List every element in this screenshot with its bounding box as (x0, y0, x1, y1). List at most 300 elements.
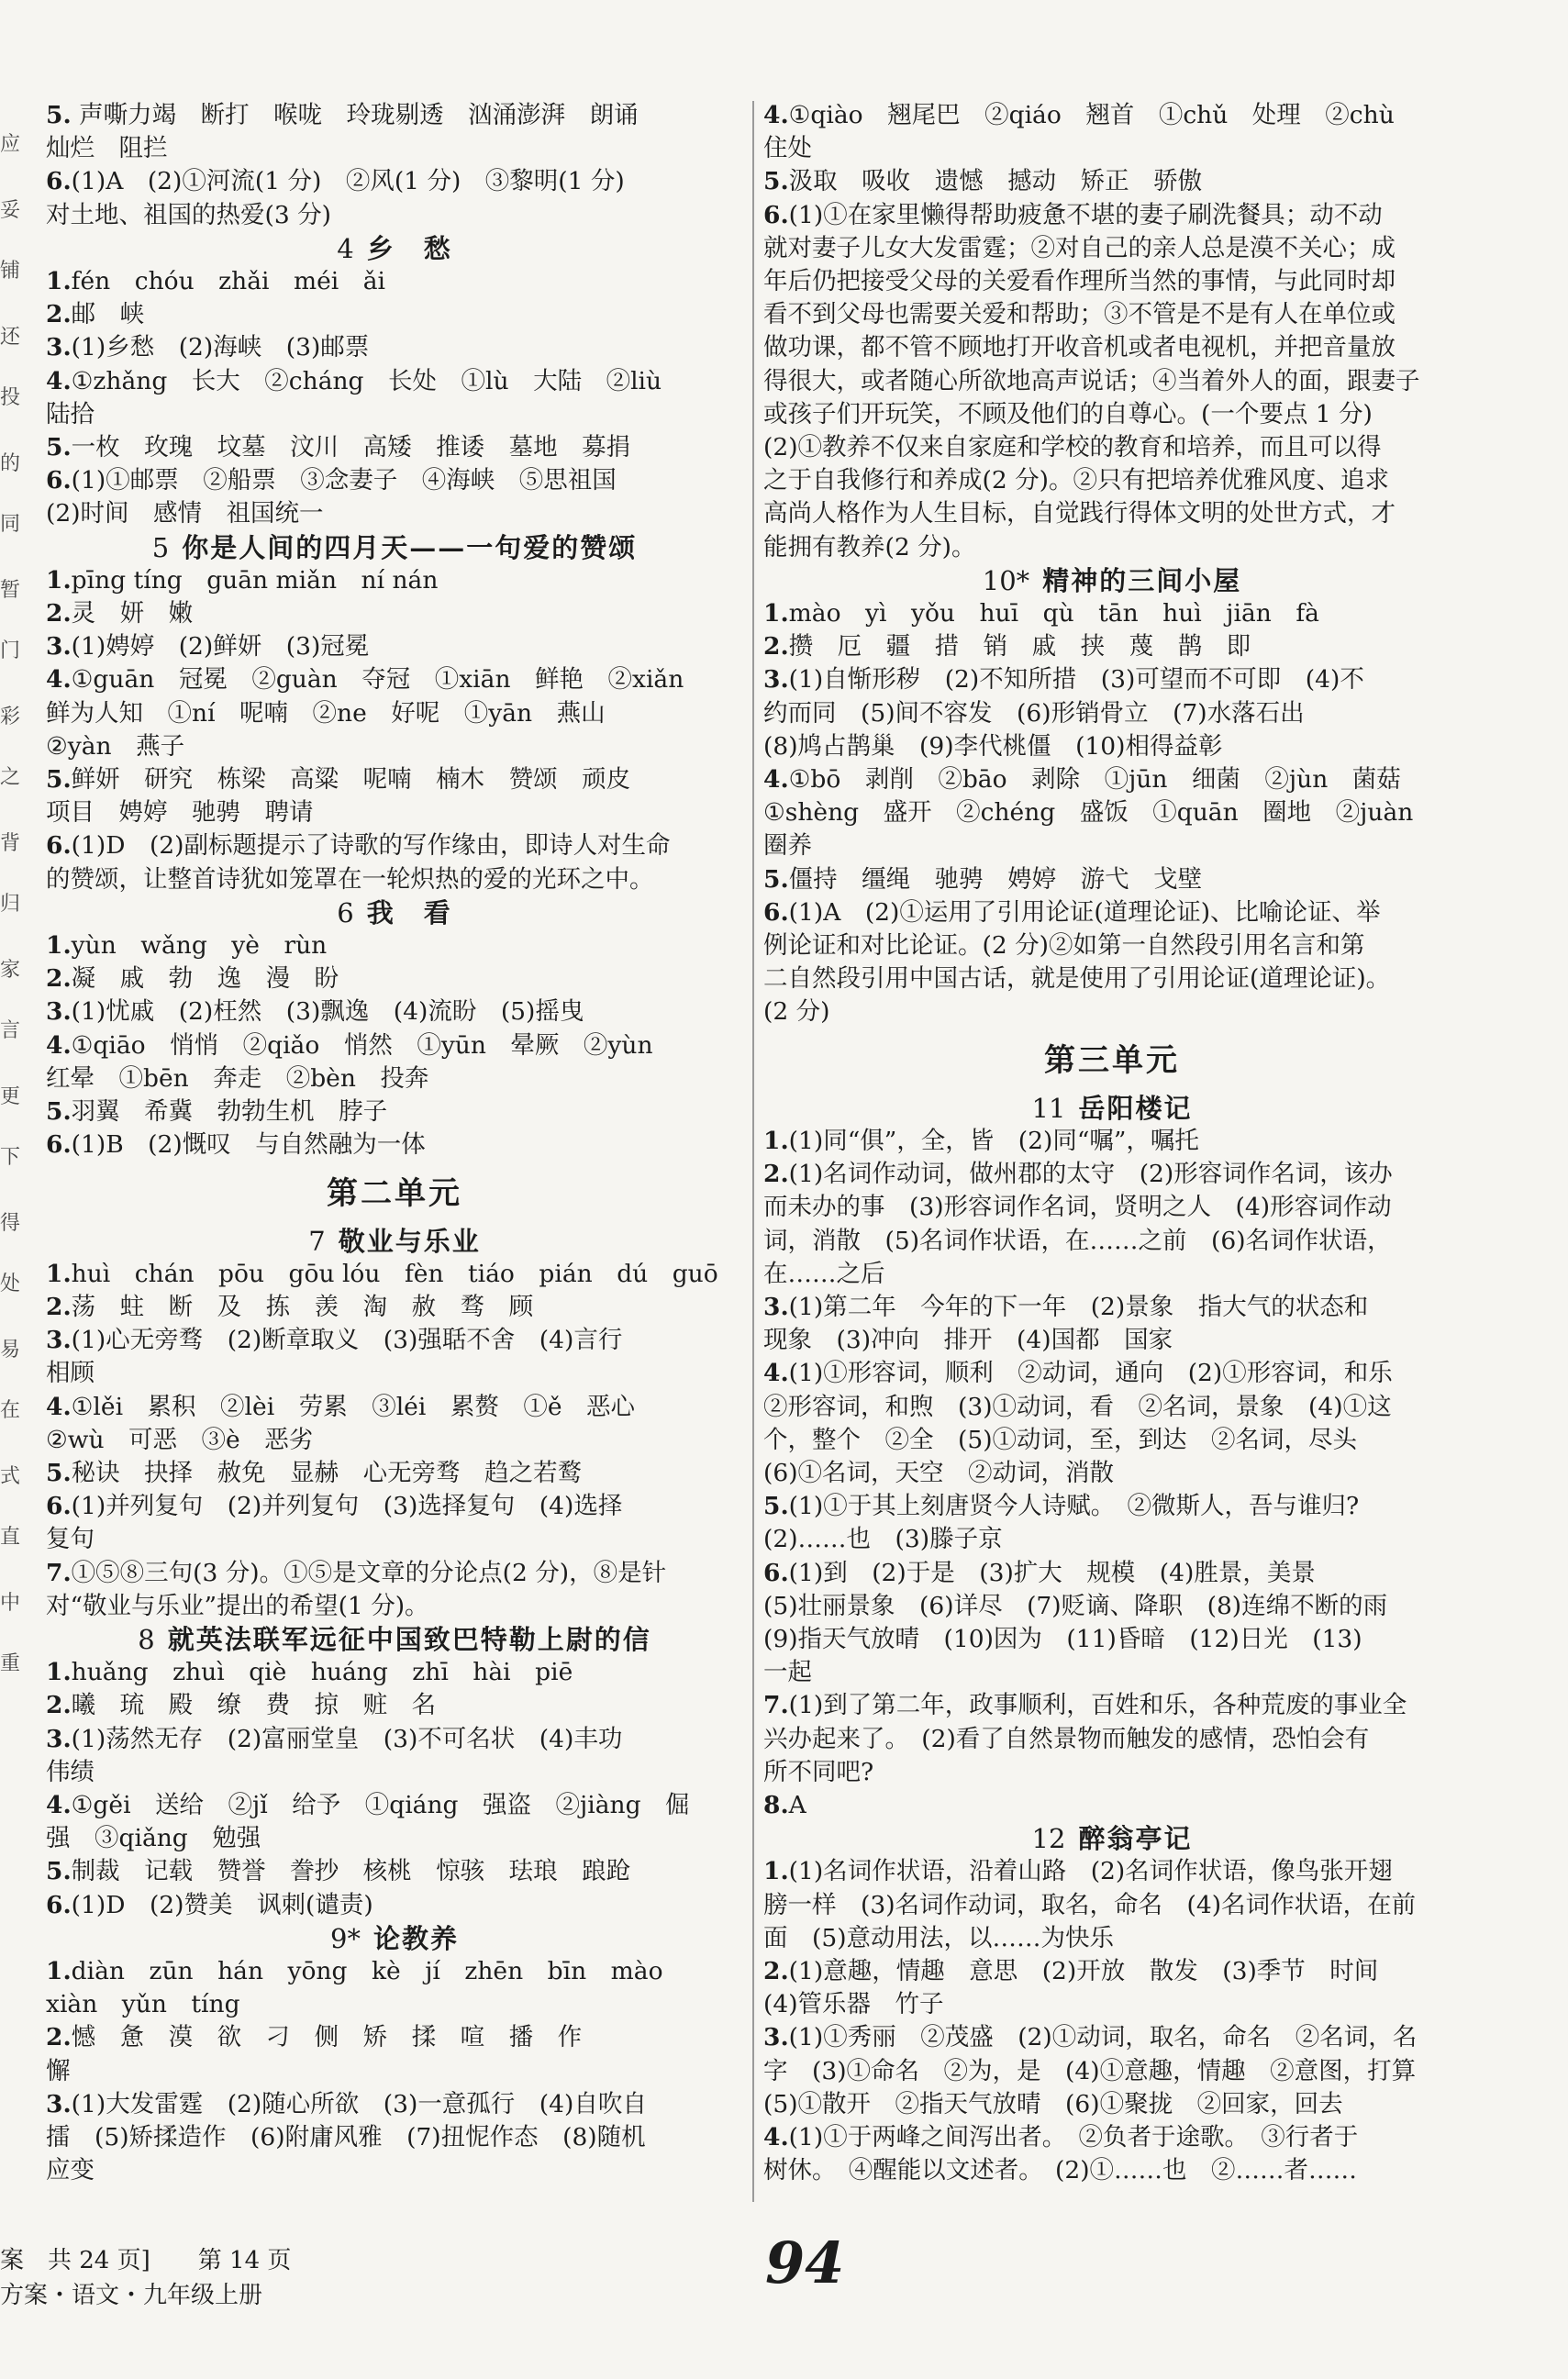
answer-line (763, 2154, 1461, 2187)
answer-line (763, 1689, 1461, 1722)
answer-line (46, 697, 743, 730)
answer-text: diàn zūn hán yōng kè jí zhēn bīn mào (71, 1956, 663, 1985)
question-number: 6. (46, 1492, 72, 1521)
answer-line (46, 298, 743, 331)
answer-text: 做功课，都不管不顾地打开收音机或者电视机，并把音量放 (763, 333, 1396, 362)
answer-text: 就对妻子儿女大发雷霆；②对自己的亲人总是漠不关心；成 (763, 233, 1396, 262)
answer-text: (1)娉婷 (2)鲜妍 (3)冠冕 (71, 632, 370, 661)
answer-line (46, 199, 743, 232)
answer-text: 在……之后 (763, 1259, 885, 1288)
question-number: 1. (46, 1259, 72, 1288)
answer-text: (6)①名词，天空 ②动词，消散 (763, 1458, 1115, 1487)
lesson-heading (46, 1623, 743, 1656)
question-number: 5. (46, 1857, 72, 1886)
unit-heading: 第三单元 (1044, 1041, 1180, 1079)
cropped-glyph: 同 (0, 513, 21, 536)
answer-line (763, 1490, 1461, 1523)
answer-line (46, 132, 743, 165)
answer-text: 邮 峡 (71, 300, 145, 329)
answer-line (46, 763, 743, 796)
question-number: 2. (46, 300, 72, 329)
answer-text: 膀一样 (3)名词作动词，取名，命名 (4)名词作状语，在前 (763, 1890, 1417, 1919)
answer-text: 凝 戚 勃 逸 漫 盼 (71, 964, 339, 994)
lesson-number: 6 (337, 896, 354, 928)
question-number: 6. (763, 200, 789, 229)
answer-line (46, 1656, 743, 1689)
answer-line (763, 663, 1461, 696)
answer-line (763, 2088, 1461, 2121)
answer-text: 汲取 吸收 遗憾 撼动 矫正 骄傲 (788, 167, 1203, 196)
lesson-number: 8 (138, 1623, 155, 1655)
answer-line (763, 697, 1461, 730)
answer-line (46, 1789, 743, 1822)
answer-text: (1)名词作状语，沿着山路 (2)名词作状语，像鸟张开翅 (788, 1857, 1393, 1886)
answer-line (46, 2088, 743, 2121)
answer-line (763, 497, 1461, 530)
question-number: 1. (46, 931, 72, 961)
answer-text: ②yàn 燕子 (46, 731, 185, 761)
question-number: 7. (763, 1691, 789, 1720)
answer-text: (5)壮丽景象 (6)详尽 (7)贬谪、降职 (8)连绵不断的雨 (763, 1591, 1388, 1620)
answer-text: 例论证和对比论证。(2 分)②如第一自然段引用名言和第 (763, 931, 1365, 961)
question-number: 2. (763, 1160, 789, 1189)
answer-text: 字 (3)①命名 ②为，是 (4)①意趣，情趣 ②意图，打算 (763, 2056, 1417, 2085)
cropped-glyph: 下 (0, 1146, 21, 1169)
answer-line (763, 1424, 1461, 1457)
answer-line (763, 1291, 1461, 1324)
cropped-glyph: 在 (0, 1399, 21, 1422)
answer-line (46, 630, 743, 663)
question-number: 1. (46, 1658, 72, 1687)
cropped-glyph: 之 (0, 766, 21, 789)
answer-line (763, 99, 1461, 132)
answer-text: (1)心无旁骛 (2)断章取义 (3)强聒不舍 (4)言行 (71, 1326, 623, 1355)
answer-line (46, 863, 743, 896)
question-number: 6. (763, 897, 789, 927)
answer-text: 个，整个 ②全 (5)①动词，至，到达 ②名词，尽头 (763, 1425, 1358, 1454)
answer-line (763, 1590, 1461, 1623)
answer-line (763, 1756, 1461, 1789)
lesson-title: 就英法联军远征中国致巴特勒上尉的信 (167, 1623, 651, 1655)
answer-text: 词，消散 (5)名词作状语，在……之前 (6)名词作状语， (763, 1226, 1392, 1255)
answer-text: ①qiào 翘尾巴 ②qiáo 翘首 ①chǔ 处理 ②chù (788, 101, 1395, 129)
answer-text: (1)D (2)副标题提示了诗歌的写作缘由，即诗人对生命 (71, 831, 671, 861)
answer-text: (1)第二年 今年的下一年 (2)景象 指大气的状态和 (788, 1292, 1369, 1321)
answer-line (46, 1391, 743, 1424)
answer-text: 二自然段引用中国古话，就是使用了引用论证(道理论证)。 (763, 964, 1391, 994)
question-number: 1. (46, 565, 72, 595)
answer-line (46, 1855, 743, 1888)
question-number: 2. (46, 1691, 72, 1720)
answer-text: 复句 (46, 1525, 95, 1554)
lesson-number: 10* (982, 564, 1030, 596)
lesson-title: 岳阳楼记 (1078, 1092, 1193, 1124)
answer-text: (1)①于其上刻唐贤今人诗赋。 ②微斯人，吾与谁归? (788, 1492, 1360, 1521)
question-number: 2. (46, 1292, 72, 1321)
answer-text: 一起 (763, 1658, 812, 1687)
question-number: 4. (763, 2122, 789, 2151)
answer-text: 住处 (763, 134, 812, 163)
answer-text: ①qiāo 悄悄 ②qiǎo 悄然 ①yūn 晕厥 ②yùn (71, 1030, 653, 1060)
cropped-glyph: 式 (0, 1465, 21, 1488)
lesson-title: 敬业与乐业 (338, 1225, 481, 1257)
answer-line (763, 1225, 1461, 1258)
answer-text: 圈养 (763, 831, 812, 861)
answer-text: 声嘶力竭 断打 喉咙 玲珑剔透 汹涌澎湃 朗诵 (71, 101, 639, 129)
lesson-heading (46, 1922, 743, 1955)
left-margin-cropped-text (0, 128, 20, 1714)
answer-line (763, 1557, 1461, 1590)
answer-text: ①⑤⑧三句(3 分)。①⑤是文章的分论点(2 分)，⑧是针 (71, 1558, 667, 1587)
answer-line (763, 1523, 1461, 1556)
answer-text: ②形容词，和煦 (3)①动词，看 ②名词，景象 (4)①这 (763, 1392, 1392, 1421)
answer-text: huǎng zhuì qiè huáng zhī hài piē (71, 1658, 573, 1687)
answer-text: (2)时间 感情 祖国统一 (46, 499, 324, 528)
answer-text: 制裁 记载 赞誉 誊抄 核桃 惊骇 珐琅 踉跄 (71, 1857, 631, 1886)
answer-line (763, 2121, 1461, 2154)
answer-line (763, 796, 1461, 829)
question-number: 3. (46, 632, 72, 661)
answer-text: ①shèng 盛开 ②chéng 盛饭 ①quān 圈地 ②juàn (763, 798, 1414, 828)
answer-text: 一枚 玫瑰 坟墓 汶川 高矮 推诿 墓地 募捐 (71, 433, 631, 462)
question-number: 6. (46, 1890, 72, 1919)
lesson-title: 我 看 (366, 896, 452, 928)
question-number: 3. (46, 2089, 72, 2118)
answer-line (46, 962, 743, 995)
answer-text: A (788, 1790, 806, 1819)
answer-text: (1)忧戚 (2)枉然 (3)飘逸 (4)流盼 (5)摇曳 (71, 997, 584, 1027)
cropped-glyph: 易 (0, 1339, 21, 1362)
answer-text: 憾 惫 漠 欲 刁 侧 矫 揉 喧 播 作 (71, 2023, 583, 2052)
answer-text: (1)自惭形秽 (2)不知所措 (3)可望而不可即 (4)不 (788, 665, 1364, 695)
answer-text: 所不同吧? (763, 1757, 874, 1786)
cropped-glyph: 门 (0, 639, 21, 662)
question-number: 6. (46, 167, 72, 196)
answer-text: mào yì yǒu huī qù tān huì jiān fà (788, 599, 1319, 628)
question-number: 2. (763, 632, 789, 661)
question-number: 4. (46, 665, 72, 695)
answer-text: (2)……也 (3)滕子京 (763, 1525, 1003, 1554)
answer-text: 荡 蛀 断 及 拣 羡 淘 赦 骛 顾 (71, 1292, 534, 1321)
answer-line (763, 962, 1461, 995)
answer-line (763, 929, 1461, 962)
lesson-title: 乡 愁 (366, 232, 452, 264)
answer-text: (1)意趣，情趣 意思 (2)开放 散发 (3)季节 时间 (788, 1956, 1379, 1985)
answer-line (46, 365, 743, 398)
answer-line (46, 929, 743, 962)
answer-text: (2 分) (763, 997, 830, 1027)
question-number: 3. (763, 665, 789, 695)
answer-text: 曦 琉 殿 缭 费 掠 赃 名 (71, 1691, 437, 1720)
answer-line (46, 1955, 743, 1988)
answer-text: (2)①教养不仅来自家庭和学校的教育和培养，而且可以得 (763, 433, 1382, 462)
question-number: 4. (46, 1030, 72, 1060)
question-number: 6. (763, 1558, 789, 1587)
cropped-glyph: 应 (0, 133, 21, 156)
answer-line (763, 1457, 1461, 1490)
answer-line (46, 1095, 743, 1128)
answer-line (46, 1424, 743, 1457)
question-number: 7. (46, 1558, 72, 1587)
right-column (763, 99, 1461, 2187)
answer-line (763, 2021, 1461, 2054)
question-number: 3. (763, 1292, 789, 1321)
answer-text: 能拥有教养(2 分)。 (763, 532, 976, 561)
answer-line (763, 531, 1461, 564)
cropped-glyph: 投 (0, 386, 21, 409)
lesson-number: 9* (330, 1922, 361, 1954)
lesson-title: 精神的三间小屋 (1042, 564, 1242, 596)
answer-text: yùn wǎng yè rùn (71, 931, 328, 961)
answer-line (46, 265, 743, 298)
answer-text: (4)管乐器 竹子 (763, 1990, 944, 2019)
answer-text: ①guān 冠冕 ②guàn 夺冠 ①xiān 鲜艳 ②xiǎn (71, 665, 684, 695)
answer-line (46, 1756, 743, 1789)
answer-line (763, 995, 1461, 1028)
answer-text: (1)名词作动词，做州郡的太守 (2)形容词作名词，该办 (788, 1160, 1393, 1189)
answer-text: ①bō 剥削 ②bāo 剥除 ①jūn 细菌 ②jùn 菌菇 (788, 765, 1401, 795)
answer-text: (1)并列复句 (2)并列复句 (3)选择复句 (4)选择 (71, 1492, 623, 1521)
question-number: 2. (46, 599, 72, 628)
page-number: 94 (765, 2229, 845, 2296)
question-number: 5. (46, 765, 72, 795)
question-number: 3. (763, 2023, 789, 2052)
lesson-number: 5 (151, 531, 170, 563)
question-number: 4. (763, 765, 789, 795)
answer-line (46, 1689, 743, 1722)
answer-text: (1)A (2)①运用了引用论证(道理论证)、比喻论证、举 (788, 897, 1381, 927)
lesson-heading (46, 232, 743, 265)
question-number: 6. (46, 1130, 72, 1160)
answer-line (763, 763, 1461, 796)
answer-text: (5)①散开 ②指天气放晴 (6)①聚拢 ②回家，回去 (763, 2089, 1343, 2118)
question-number: 1. (763, 1857, 789, 1886)
cropped-glyph: 彩 (0, 706, 21, 728)
answer-line (763, 232, 1461, 265)
answer-text: 应变 (46, 2156, 95, 2185)
unit-heading: 第二单元 (327, 1174, 462, 1212)
question-number: 5. (46, 1097, 72, 1127)
answer-line (46, 1723, 743, 1756)
cropped-glyph: 妥 (0, 199, 21, 222)
question-number: 1. (763, 599, 789, 628)
answer-line (763, 1158, 1461, 1191)
answer-line (46, 497, 743, 530)
answer-line (46, 2021, 743, 2054)
answer-text: (1)同“俱”，全，皆 (2)同“嘱”，嘱托 (788, 1126, 1199, 1155)
answer-line (763, 265, 1461, 298)
answer-line (763, 431, 1461, 464)
question-number: 4. (46, 1392, 72, 1421)
answer-text: 灿烂 阻拦 (46, 134, 168, 163)
question-number: 1. (763, 1126, 789, 1155)
answer-text: xiàn yǔn tíng (46, 1990, 240, 2019)
question-number: 1. (46, 267, 72, 296)
cropped-glyph: 暂 (0, 579, 21, 602)
cropped-glyph: 重 (0, 1652, 21, 1675)
question-number: 3. (46, 333, 72, 362)
answer-line (763, 1324, 1461, 1357)
left-column (46, 99, 743, 2187)
answer-line (763, 1723, 1461, 1756)
answer-text: 陆拾 (46, 399, 95, 428)
answer-line (763, 1955, 1461, 1988)
answer-text: (1)到了第二年，政事顺利，百姓和乐，各种荒废的事业全 (788, 1691, 1407, 1720)
question-number: 4. (46, 366, 72, 395)
lesson-heading (46, 531, 743, 564)
cropped-glyph: 铺 (0, 260, 21, 283)
answer-text: (1)①形容词，顺利 ②动词，通向 (2)①形容词，和乐 (788, 1359, 1393, 1388)
answer-line (46, 165, 743, 198)
question-number: 4. (46, 1790, 72, 1819)
answer-line (763, 331, 1461, 364)
question-number: 1. (46, 1956, 72, 1985)
answer-text: 僵持 缰绳 驰骋 娉婷 游弋 戈壁 (788, 864, 1203, 894)
answer-line (763, 1191, 1461, 1224)
answer-line (46, 1822, 743, 1855)
answer-line (46, 1128, 743, 1162)
lesson-heading (763, 564, 1461, 597)
answer-text: (1)B (2)慨叹 与自然融为一体 (71, 1130, 426, 1160)
question-number: 4. (763, 101, 789, 129)
lesson-heading (46, 896, 743, 929)
answer-text: 或孩子们开玩笑，不顾及他们的自尊心。(一个要点 1 分) (763, 399, 1373, 428)
answer-text: 对“敬业与乐业”提出的希望(1 分)。 (46, 1591, 429, 1620)
answer-text: 懈 (46, 2056, 71, 2085)
answer-text: 树休。 ④醒能以文述者。 (2)①……也 ②……者…… (763, 2156, 1358, 2185)
question-number: 8. (763, 1790, 789, 1819)
answer-line (46, 1291, 743, 1324)
answer-text: 面 (5)意动用法，以……为快乐 (763, 1923, 1115, 1952)
answer-line (763, 2055, 1461, 2088)
lesson-heading (46, 1225, 743, 1258)
answer-line (46, 1490, 743, 1523)
lesson-heading (763, 1822, 1461, 1855)
answer-text: (9)指天气放晴 (10)因为 (11)昏暗 (12)日光 (13) (763, 1624, 1362, 1653)
answer-text: (1)①邮票 ②船票 ③念妻子 ④海峡 ⑤思祖国 (71, 466, 617, 495)
answer-line (46, 331, 743, 364)
answer-line (46, 1357, 743, 1390)
cropped-glyph: 中 (0, 1592, 21, 1615)
answer-text: ①zhǎng 长大 ②cháng 长处 ①lù 大陆 ②liù (71, 366, 662, 395)
answer-text: 而未办的事 (3)形容词作名词，贤明之人 (4)形容词作动 (763, 1193, 1392, 1222)
answer-line (763, 1656, 1461, 1689)
answer-text: ②wù 可恶 ③è 恶劣 (46, 1425, 314, 1454)
answer-line (763, 1391, 1461, 1424)
answer-line (763, 630, 1461, 663)
answer-line (46, 995, 743, 1028)
lesson-number: 11 (1031, 1092, 1066, 1124)
answer-text: 的赞颂，让整首诗犹如笼罩在一轮炽热的爱的光环之中。 (46, 864, 654, 894)
answer-text: (1)荡然无存 (2)富丽堂皇 (3)不可名状 (4)丰功 (71, 1724, 623, 1753)
answer-text: ①lěi 累积 ②lèi 劳累 ③léi 累赘 ①ě 恶心 (71, 1392, 636, 1421)
answer-line (46, 1988, 743, 2021)
question-number: 3. (46, 1724, 72, 1753)
answer-text: 项目 娉婷 驰骋 聘请 (46, 798, 314, 828)
question-number: 5. (763, 1492, 789, 1521)
answer-line (763, 1357, 1461, 1390)
lesson-title: 你是人间的四月天——一句爱的赞颂 (182, 531, 638, 563)
answer-line (763, 1922, 1461, 1955)
answer-text: 羽翼 希冀 勃勃生机 脖子 (71, 1097, 388, 1127)
cropped-glyph: 更 (0, 1085, 21, 1108)
answer-line (46, 2121, 743, 2154)
answer-text: 之于自我修行和养成(2 分)。②只有把培养优雅风度、追求 (763, 466, 1389, 495)
lesson-number: 12 (1031, 1823, 1066, 1855)
question-number: 5. (763, 167, 789, 196)
answer-line (763, 896, 1461, 929)
lesson-title: 醉翁亭记 (1078, 1823, 1193, 1855)
answer-line (763, 1258, 1461, 1291)
answer-text: 强 ③qiǎng 勉强 (46, 1824, 261, 1853)
answer-text: 灵 妍 嫩 (71, 599, 194, 628)
answer-text: 兴办起来了。 (2)看了自然景物而触发的感情，恐怕会有 (763, 1724, 1370, 1753)
answer-line (46, 1258, 743, 1291)
answer-line (763, 863, 1461, 896)
answer-text: ①gěi 送给 ②jǐ 给予 ①qiáng 强盗 ②jiàng 倔 (71, 1790, 690, 1819)
footer-book-title: 方案・语文・九年级上册 (0, 2282, 263, 2309)
answer-text: 约而同 (5)间不容发 (6)形销骨立 (7)水落石出 (763, 698, 1305, 728)
answer-text: 红晕 ①bēn 奔走 ②bèn 投奔 (46, 1063, 429, 1093)
question-number: 2. (46, 2023, 72, 2052)
answer-text: (1)①在家里懒得帮助疲惫不堪的妻子刷洗餐具；动不动 (788, 200, 1383, 229)
answer-line (763, 1125, 1461, 1158)
answer-text: (1)乡愁 (2)海峡 (3)邮票 (71, 333, 370, 362)
lesson-number: 4 (337, 232, 354, 264)
question-number: 5. (46, 1458, 72, 1487)
answer-line (763, 829, 1461, 862)
answer-line (763, 165, 1461, 198)
cropped-glyph: 的 (0, 452, 21, 475)
cropped-glyph: 归 (0, 893, 21, 916)
cropped-glyph: 处 (0, 1273, 21, 1295)
answer-line (46, 99, 743, 132)
cropped-glyph: 背 (0, 832, 21, 855)
answer-text: 攒 厄 疆 措 销 戚 挟 蔑 鹊 即 (788, 632, 1251, 661)
answer-line (46, 431, 743, 464)
question-number: 5. (763, 864, 789, 894)
question-number: 6. (46, 466, 72, 495)
question-number: 2. (46, 964, 72, 994)
answer-line (46, 1062, 743, 1095)
answer-text: (1)①秀丽 ②茂盛 (2)①动词，取名，命名 ②名词，名 (788, 2023, 1418, 2052)
lesson-heading (763, 1092, 1461, 1125)
answer-text: 年后仍把接受父母的关爱看作理所当然的事情，与此同时却 (763, 267, 1396, 296)
answer-text: 擂 (5)矫揉造作 (6)附庸风雅 (7)扭怩作态 (8)随机 (46, 2122, 646, 2151)
answer-line (46, 464, 743, 497)
answer-text: (8)鸠占鹊巢 (9)李代桃僵 (10)相得益彰 (763, 731, 1223, 761)
answer-line (46, 1523, 743, 1556)
answer-text: 得很大，或者随心所欲地高声说话；④当着外人的面，跟妻子 (763, 366, 1420, 395)
answer-text: (1)D (2)赞美 讽刺(谴责) (71, 1890, 373, 1919)
question-number: 4. (763, 1359, 789, 1388)
answer-text: (1)到 (2)于是 (3)扩大 规模 (4)胜景，美景 (788, 1558, 1316, 1587)
answer-text: fén chóu zhǎi méi ǎi (71, 267, 386, 296)
answer-line (763, 464, 1461, 497)
cropped-glyph: 得 (0, 1212, 21, 1235)
answer-line (46, 1889, 743, 1922)
answer-text: 相顾 (46, 1359, 95, 1388)
question-number: 5. (46, 101, 72, 129)
answer-text: huì chán pōu gōu lóu fèn tiáo pián dú guō (71, 1259, 718, 1288)
cropped-glyph: 还 (0, 326, 21, 349)
answer-line (763, 132, 1461, 165)
answer-text: 鲜妍 研究 栋梁 高粱 呢喃 楠木 赞颂 顽皮 (71, 765, 631, 795)
answer-text: 秘诀 抉择 赦免 显赫 心无旁骛 趋之若鹜 (71, 1458, 583, 1487)
answer-text: (1)A (2)①河流(1 分) ②风(1 分) ③黎明(1 分) (71, 167, 625, 196)
answer-line (46, 796, 743, 829)
answer-line (763, 1789, 1461, 1822)
